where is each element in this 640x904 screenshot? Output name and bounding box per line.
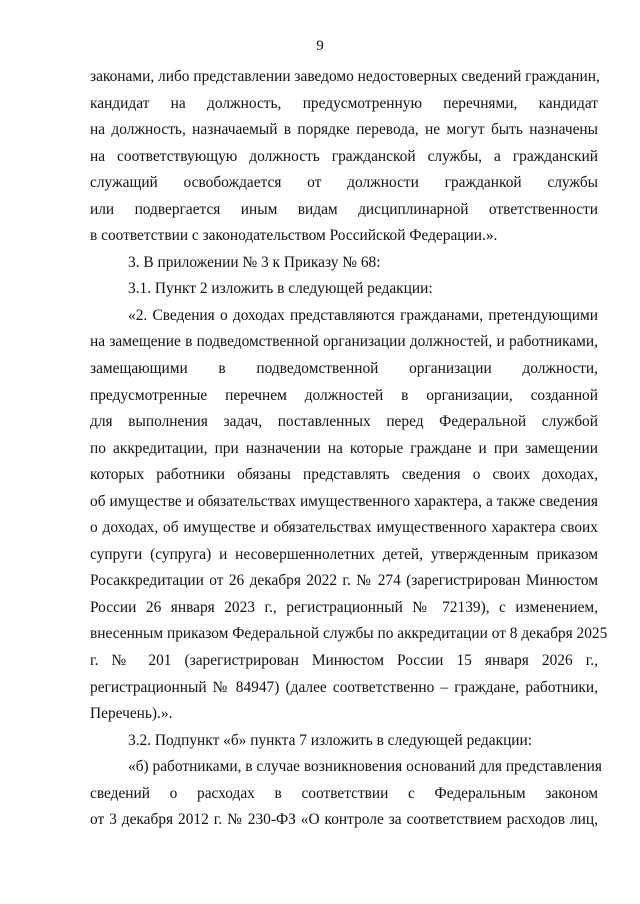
text-line: Перечень).». [90, 705, 173, 723]
document-body [90, 64, 608, 834]
text-line: внесенным приказом Федеральной службы по аккредитации от 8 декабря 2025 [90, 625, 608, 643]
text-line: об имуществе и обязательствах имущественного характера, а также сведения [90, 492, 598, 510]
text-line: «б) работниками, в случае возникновения оснований для представления [128, 758, 602, 776]
text-line: регистрационный № 84947) (далее соответственно – граждане, работники, [90, 678, 598, 696]
text-line: замещающими в подведомственной организации должности, [90, 360, 598, 378]
text-line: которых работники обязаны представлять сведения о своих доходах, [90, 466, 598, 484]
text-line: от 3 декабря 2012 г. № 230-ФЗ «О контроле за соответствием расходов лиц, [90, 811, 598, 829]
text-line: или подвергается иным видам дисциплинарной ответственности [90, 200, 598, 218]
text-line: г. № 201 (зарегистрирован Минюстом России 15 января 2026 г., [90, 652, 598, 670]
text-line: 3. В приложении № 3 к Приказу № 68: [128, 253, 381, 271]
text-line: законами, либо представлении заведомо недостоверных сведений гражданин, [90, 68, 600, 85]
text-line: в соответствии с законодательством Российской Федерации.». [90, 227, 498, 245]
text-line: о доходах, об имуществе и обязательствах имущественного характера своих [90, 519, 598, 537]
text-line: на замещение в подведомственной организации должностей, и работниками, [90, 333, 598, 351]
text-line: России 26 января 2023 г., регистрационный № 72139), с изменением, [90, 598, 598, 616]
text-line: 3.1. Пункт 2 изложить в следующей редакции: [128, 280, 433, 298]
text-line: «2. Сведения о доходах представляются гражданами, претендующими [128, 306, 598, 324]
text-line: кандидат на должность, предусмотренную перечнями, кандидат [90, 94, 598, 112]
text-line: сведений о расходах в соответствии с Федеральным законом [90, 784, 598, 802]
text-line: супруги (супруга) и несовершеннолетних детей, утвержденным приказом [90, 545, 598, 563]
text-line: на соответствующую должность гражданской службы, а гражданский [90, 147, 598, 165]
text-line: 3.2. Подпункт «б» пункта 7 изложить в следующей редакции: [128, 731, 533, 749]
text-line: для выполнения задач, поставленных перед Федеральной службой [90, 413, 598, 431]
text-line: Росаккредитации от 26 декабря 2022 г. № 274 (зарегистрирован Минюстом [90, 572, 598, 590]
page-number: 9 [316, 38, 324, 54]
text-line: на должность, назначаемый в порядке перевода, не могут быть назначены [90, 121, 598, 139]
text-line: по аккредитации, при назначении на которые граждане и при замещении [90, 439, 598, 457]
text-line: служащий освобождается от должности гражданкой службы [90, 174, 598, 192]
text-line: предусмотренные перечнем должностей в организации, созданной [90, 386, 598, 404]
